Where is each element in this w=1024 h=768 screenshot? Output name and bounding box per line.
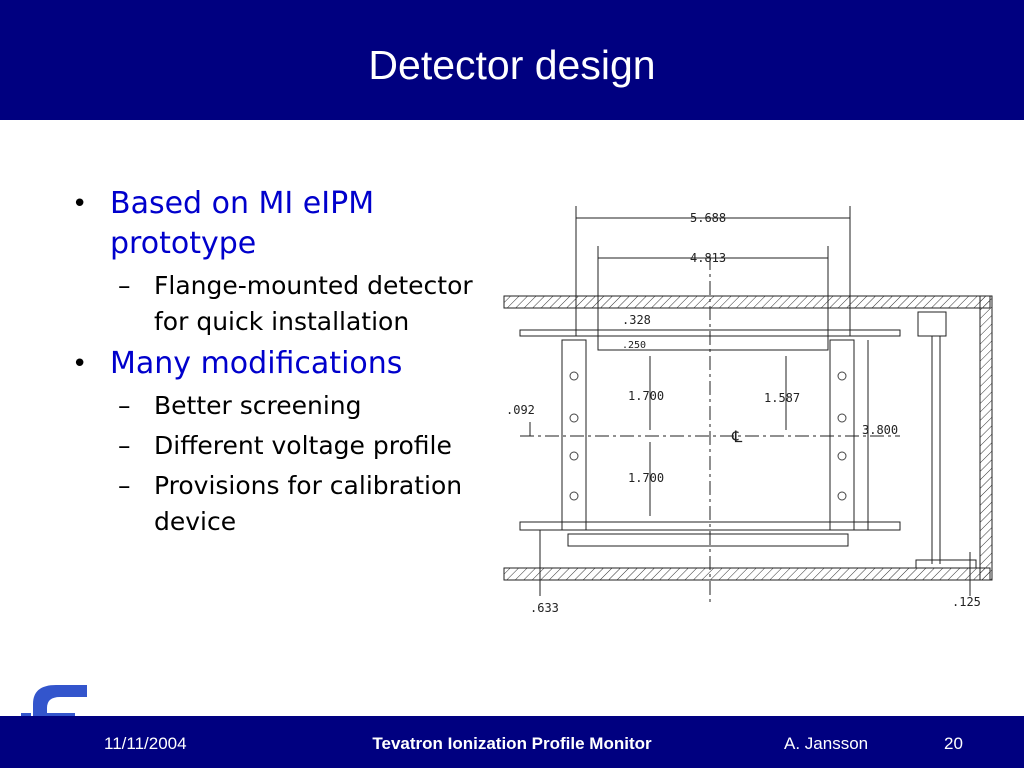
- dim-label: .633: [530, 601, 559, 615]
- dim-label: 1.700: [628, 471, 665, 485]
- footer-title: Tevatron Ionization Profile Monitor: [372, 734, 652, 753]
- sub-bullet-item: – Provisions for calibration device: [118, 471, 463, 536]
- left-column: [562, 340, 586, 530]
- sub-bullet-item: – Flange-mounted detector for quick installation: [118, 271, 473, 336]
- title-bar: [0, 0, 1024, 120]
- right-wall: [980, 296, 992, 580]
- footer-date: 11/11/2004: [104, 734, 187, 753]
- sub-bullet-text: Better screening: [154, 391, 362, 420]
- page-number: 20: [944, 734, 963, 753]
- centerline-symbol: ℄: [732, 427, 743, 446]
- bullet-list: [72, 184, 492, 544]
- bottom-wall: [504, 568, 990, 580]
- dim-label: .092: [506, 403, 535, 417]
- bullet-item: • Based on MI eIPM prototype: [72, 186, 375, 261]
- side-block: [918, 312, 946, 336]
- slide-title: Detector design: [368, 42, 656, 88]
- sub-bullet-item: – Different voltage profile: [118, 431, 452, 460]
- sub-bullet-text: Flange-mounted detector for quick installation: [154, 271, 473, 336]
- dim-label: 1.587: [764, 391, 801, 405]
- sub-bullet-item: – Better screening: [118, 391, 362, 420]
- right-column: [830, 340, 854, 530]
- dim-label: 4.813: [690, 251, 727, 265]
- dim-label: 3.800: [862, 423, 899, 437]
- footer-bar: [0, 716, 1024, 768]
- dim-label: 5.688: [690, 211, 727, 225]
- dim-label: .328: [622, 313, 651, 327]
- footer-author: A. Jansson: [784, 734, 869, 753]
- detector-drawing: [500, 196, 1000, 616]
- dim-label: .125: [952, 595, 981, 609]
- bullet-text: Many modifications: [110, 346, 403, 381]
- dim-label: .250: [622, 340, 647, 351]
- bullet-text: Based on MI eIPM prototype: [110, 186, 375, 261]
- sub-bullet-text: Different voltage profile: [154, 431, 452, 460]
- sub-bullet-text: Provisions for calibration device: [154, 471, 463, 536]
- dim-label: 1.700: [628, 389, 665, 403]
- bullet-item: • Many modifications: [72, 346, 403, 381]
- bottom-electrode: [568, 534, 848, 546]
- top-wall: [504, 296, 990, 308]
